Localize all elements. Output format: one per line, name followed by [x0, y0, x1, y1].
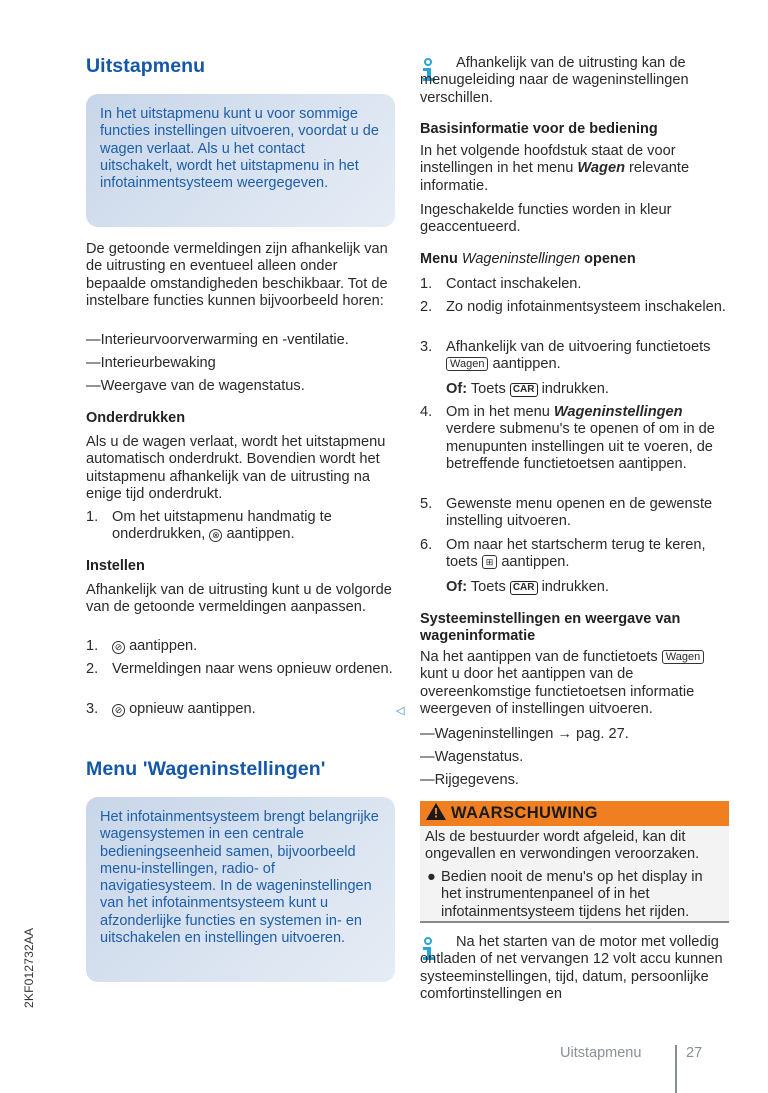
footer-divider	[675, 1045, 677, 1093]
systeem-item: — Rijgegevens.	[420, 772, 730, 789]
step-item: 5. Gewenste menu openen en de gewenste instelling uitvoeren.	[420, 496, 713, 530]
systeem-item: — Wageninstellingen → pag. 27.	[420, 726, 730, 743]
section-heading-uitstapmenu: Uitstapmenu	[86, 55, 206, 77]
info-note-uitstapmenu	[86, 94, 395, 227]
note-text: In het uitstapmenu kunt u voor sommige functies instellingen uitvoeren, voordat u de wagen verlaat. Als u het contact uitschakelt, wordt het uitstapmenu in het infotainmentsysteem weergegeven.	[100, 106, 379, 192]
bullet-icon: ●	[427, 869, 436, 885]
car-key-icon: CAR	[510, 581, 538, 595]
subheading-systeeminstellingen: Systeeminstellingen en weergave van wageninformatie	[420, 611, 681, 644]
warning-header	[420, 801, 729, 826]
footer-section-name: Uitstapmenu	[560, 1045, 642, 1061]
info-text-accu: Na het starten van de motor met volledig ontladen of net vervangen 12 volt accu kunnen systeeminstellingen, tijd, datum, persoonlijke comfortinstellingen en	[420, 934, 723, 1002]
step-item: 2. Vermeldingen naar wens opnieuw ordenen.	[86, 661, 393, 677]
info-note-wageninstellingen	[86, 797, 395, 982]
close-circle-icon: ⊗	[209, 529, 222, 542]
wagen-key-icon: Wagen	[662, 650, 704, 664]
warning-body	[420, 826, 729, 923]
section-heading-wageninstellingen: Menu 'Wageninstellingen'	[86, 758, 326, 780]
document-code: 2KF012732AA	[22, 927, 36, 1008]
step-item: 6. Om naar het startscherm terug te keren, toets ⊞ aantippen.	[420, 537, 706, 571]
function-item: — Weergave van de wagenstatus.	[86, 378, 395, 395]
or-step: Of: Toets CAR indrukken.	[446, 381, 609, 397]
warning-triangle-icon	[426, 803, 446, 820]
subheading-openen: Menu Wageninstellingen openen	[420, 251, 636, 267]
instellen-paragraph: Afhankelijk van de uitrusting kunt u de volgorde van de getoonde vermeldingen aanpassen.	[86, 582, 392, 616]
subheading-basisinformatie: Basisinformatie voor de bediening	[420, 121, 658, 137]
warning-title: WAARSCHUWING	[450, 804, 598, 822]
systeem-paragraph: Na het aantippen van de functietoets Wagen kunt u door het aantippen van de overeenkomstige functietoetsen informatie weergeven of instellingen uitvoeren.	[420, 649, 730, 718]
onderdrukken-paragraph: Als u de wagen verlaat, wordt het uitstapmenu automatisch onderdrukt. Bovendien wordt het uitstapmenu afhankelijk van de uitrusting na enige tijd onderdrukt.	[86, 434, 386, 502]
function-item: — Interieurbewaking	[86, 355, 395, 372]
basis-paragraph-2: Ingeschakelde functies worden in kleur geaccentueerd.	[420, 202, 672, 236]
page-number: 27	[686, 1045, 703, 1061]
home-key-icon: ⊞	[482, 555, 498, 569]
info-text-menugeleiding: Afhankelijk van de uitrusting kan de menugeleiding naar de wageninstellingen verschillen.	[420, 55, 689, 106]
function-item: — Interieurvoorverwarming en -ventilatie.	[86, 332, 395, 349]
step-item: 3. Afhankelijk van de uitvoering functietoets Wagen aantippen.	[420, 339, 711, 373]
or-step: Of: Toets CAR indrukken.	[446, 579, 609, 595]
intro-paragraph: De getoonde vermeldingen zijn afhankelijk van de uitrusting en eventueel alleen onder bepaalde omstandigheden beschikbaar. Tot de instelbare functies kunnen bijvoorbeeld horen:	[86, 241, 388, 309]
note-text: Het infotainmentsysteem brengt belangrijke wagensystemen in een centrale bedieningseenheid samen, bijvoorbeeld menu-instellingen, radio- of navigatiesysteem. In de wageninstellingen van het infotainmentsysteem kunt u afzonderlijke functies en systemen in- en uitschakelen en instellingen uitvoeren.	[100, 809, 379, 947]
step-item: 1. Om het uitstapmenu handmatig te onderdrukken, ⊗ aantippen.	[86, 509, 332, 543]
edit-circle-icon: ⊘	[112, 704, 125, 717]
wagen-key-icon: Wagen	[446, 357, 488, 371]
basis-paragraph: In het volgende hoofdstuk staat de voor instellingen in het menu Wagen relevante informatie.	[420, 143, 690, 194]
subheading-instellen: Instellen	[86, 558, 145, 574]
car-key-icon: CAR	[510, 383, 538, 397]
step-item: 3. ⊘ opnieuw aantippen.	[86, 701, 256, 717]
subheading-onderdrukken: Onderdrukken	[86, 410, 186, 426]
edit-circle-icon: ⊘	[112, 641, 125, 654]
systeem-item: — Wagenstatus.	[420, 749, 730, 766]
section-end-icon: ◁	[396, 705, 405, 717]
step-item: 1. ⊘ aantippen.	[86, 638, 198, 654]
step-item: 1. Contact inschakelen.	[420, 276, 582, 292]
warning-text: Als de bestuurder wordt afgeleid, kan dit ongevallen en verwondingen veroorzaken.	[425, 829, 700, 863]
step-item: 4. Om in het menu Wageninstellingen verdere submenu's te openen of om in de menupunten instellingen uit te voeren, de betreffende functietoetsen aantippen.	[420, 404, 715, 472]
warning-bullet: ● Bedien nooit de menu's op het display in het instrumentenpaneel of in het infotainmentsysteem tijdens het rijden.	[427, 869, 703, 920]
step-item: 2. Zo nodig infotainmentsysteem inschakelen.	[420, 299, 726, 315]
